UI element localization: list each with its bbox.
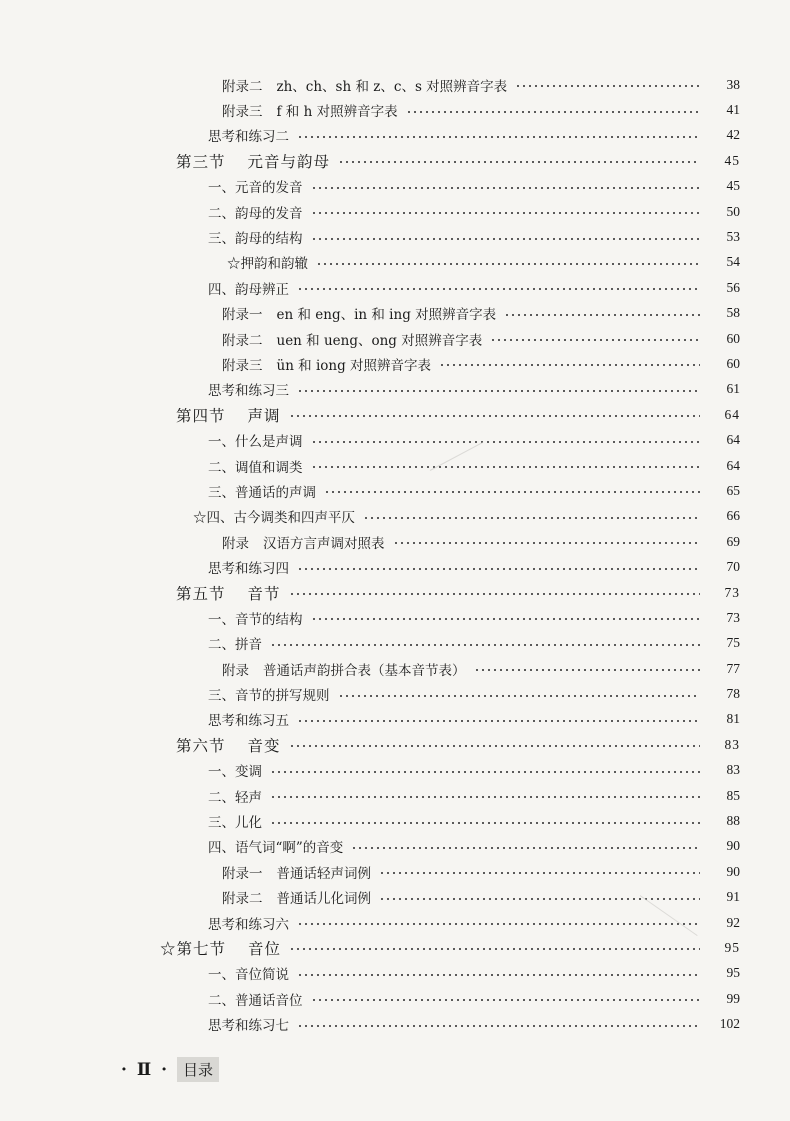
dot-leader <box>504 314 700 316</box>
toc-entry-title: ün 和 iong 对照辨音字表 <box>276 357 432 374</box>
appendix-number: 附录二 <box>222 78 263 95</box>
toc-page-number: 90 <box>726 838 740 854</box>
dot-leader <box>490 339 700 341</box>
toc-page-number: 92 <box>726 914 740 930</box>
toc-entry-title: 普通话轻声词例 <box>276 865 371 882</box>
toc-entry-title: 三、音节的拼写规则 <box>208 688 330 705</box>
toc-entry-title: 四、语气词“啊”的音变 <box>208 840 344 857</box>
toc-entry-label <box>208 379 289 399</box>
toc-page-number: 69 <box>726 533 740 549</box>
toc-entry-title: 普通话儿化词例 <box>276 891 371 908</box>
toc-page-number: 83 <box>726 762 740 778</box>
toc-entry-item[interactable] <box>0 199 790 224</box>
toc-page-number: 54 <box>726 254 740 270</box>
dot-leader <box>515 85 700 87</box>
dot-leader <box>297 136 700 138</box>
dot-leader <box>297 288 700 290</box>
toc-entry-title: 一、元音的发音 <box>208 180 303 197</box>
dot-leader <box>289 415 700 417</box>
dot-leader <box>311 618 701 620</box>
toc-entry-title: 音变 <box>247 736 281 755</box>
toc-entry-title: 二、拼音 <box>208 637 262 654</box>
section-number: 第六节 <box>176 736 226 755</box>
toc-entry-item[interactable] <box>0 605 790 630</box>
toc-entry-title: 音节 <box>247 584 281 603</box>
toc-page-number: 95 <box>726 965 740 981</box>
toc-entry-title: 一、音节的结构 <box>208 611 303 628</box>
toc-entry-item[interactable] <box>0 478 790 503</box>
toc-entry-label <box>222 659 466 679</box>
toc-page-number: 38 <box>726 76 740 92</box>
toc-entry-label <box>208 176 303 196</box>
toc-entry-title: 四、韵母辨正 <box>208 281 289 298</box>
dot-leader <box>311 466 701 468</box>
toc-entry-title: 思考和练习五 <box>208 713 289 730</box>
appendix-number: 附录三 <box>222 104 263 121</box>
toc-entry-label <box>208 227 303 247</box>
appendix-number: 附录一 <box>222 865 263 882</box>
toc-page-number: 75 <box>726 635 740 651</box>
dot-leader <box>311 187 701 189</box>
section-number: 第三节 <box>176 152 226 171</box>
dot-leader <box>297 974 700 976</box>
toc-page-number: 83 <box>724 736 740 752</box>
toc-entry-label <box>222 303 496 323</box>
dot-leader <box>379 898 700 900</box>
appendix-number: 附录二 <box>222 332 263 349</box>
toc-entry-label <box>222 75 507 95</box>
toc-entry-item[interactable] <box>0 224 790 249</box>
toc-entry-label <box>208 1014 289 1034</box>
dot-leader <box>270 644 700 646</box>
dot-leader <box>297 1025 700 1027</box>
toc-page-number: 65 <box>726 482 740 498</box>
toc-entry-label <box>208 811 262 831</box>
toc-entry-title: 音位 <box>248 939 282 958</box>
toc-entry-appendix[interactable] <box>0 529 790 554</box>
appendix-number: 附录二 <box>222 891 263 908</box>
toc-entry-title: ☆押韵和韵辙 <box>227 256 308 273</box>
toc-entry-item[interactable] <box>0 427 790 452</box>
toc-entry-title: 一、音位简说 <box>208 967 289 984</box>
toc-page-number: 61 <box>726 381 740 397</box>
toc-entry-label <box>193 506 355 526</box>
dot-leader <box>311 441 701 443</box>
toc-page-number: 77 <box>726 660 740 676</box>
dot-leader <box>270 796 700 798</box>
toc-entry-label <box>208 278 289 298</box>
toc-entry-appendix[interactable] <box>0 97 790 122</box>
toc-entry-label <box>222 532 385 552</box>
toc-page-number: 64 <box>726 432 740 448</box>
toc-page-number: 70 <box>726 559 740 575</box>
dot-leader <box>297 923 700 925</box>
toc-entry-label <box>227 252 308 272</box>
toc-entry-label <box>222 862 371 882</box>
toc-entry-title: 二、轻声 <box>208 789 262 806</box>
dot-leader <box>311 238 701 240</box>
toc-entry-appendix[interactable] <box>0 326 790 351</box>
page-number: · Ⅱ · <box>121 1059 170 1080</box>
toc-entry-appendix[interactable] <box>0 885 790 910</box>
toc-entry-item[interactable] <box>0 681 790 706</box>
toc-entry-section[interactable] <box>0 148 790 173</box>
dot-leader <box>297 568 700 570</box>
dot-leader <box>289 948 700 950</box>
toc-entry-item[interactable] <box>0 961 790 986</box>
dot-leader <box>311 212 701 214</box>
toc-entry-title: zh、ch、sh 和 z、c、s 对照辨音字表 <box>276 78 508 95</box>
toc-entry-item[interactable] <box>0 453 790 478</box>
toc-entry-exercise[interactable] <box>0 1011 790 1036</box>
toc-entry-label <box>176 582 281 604</box>
toc-entry-item[interactable] <box>0 631 790 656</box>
toc-entry-title: en 和 eng、in 和 ing 对照辨音字表 <box>276 307 497 324</box>
toc-page-number: 78 <box>726 686 740 702</box>
toc-entry-label <box>176 404 281 426</box>
toc-entry-title: 三、普通话的声调 <box>208 484 316 501</box>
toc-entry-label <box>208 963 289 983</box>
appendix-number: 附录三 <box>222 357 263 374</box>
toc-page-number: 102 <box>719 1016 740 1032</box>
toc-entry-appendix[interactable] <box>0 859 790 884</box>
toc-entry-item[interactable] <box>0 986 790 1011</box>
dot-leader <box>393 542 701 544</box>
toc-page-number: 91 <box>726 889 740 905</box>
toc-entry-label <box>176 734 281 756</box>
toc-entry-title: 三、儿化 <box>208 815 262 832</box>
toc-entry-item[interactable] <box>0 275 790 300</box>
toc-entry-title: 汉语方言声调对照表 <box>263 535 385 552</box>
toc-page-number: 45 <box>724 152 740 168</box>
section-number: 第四节 <box>176 406 226 425</box>
toc-entry-appendix[interactable] <box>0 656 790 681</box>
table-of-contents <box>0 72 790 1037</box>
toc-entry-title: 一、什么是声调 <box>208 434 303 451</box>
toc-entry-label <box>176 150 330 172</box>
toc-entry-label <box>208 709 289 729</box>
dot-leader <box>406 111 700 113</box>
toc-entry-title: 二、韵母的发音 <box>208 205 303 222</box>
toc-entry-label <box>208 456 303 476</box>
toc-entry-title: 一、变调 <box>208 764 262 781</box>
dot-leader <box>324 491 700 493</box>
toc-entry-label <box>208 430 303 450</box>
toc-page-number: 56 <box>726 279 740 295</box>
toc-entry-label <box>208 760 262 780</box>
dot-leader <box>363 517 700 519</box>
dot-leader <box>311 999 701 1001</box>
toc-entry-title: 思考和练习四 <box>208 561 289 578</box>
toc-entry-exercise[interactable] <box>0 554 790 579</box>
toc-page-number: 90 <box>726 863 740 879</box>
dot-leader <box>338 161 700 163</box>
toc-entry-label <box>208 633 262 653</box>
toc-entry-label <box>222 329 482 349</box>
toc-entry-title: 思考和练习六 <box>208 916 289 933</box>
toc-page-number: 95 <box>724 939 740 955</box>
dot-leader <box>297 720 700 722</box>
toc-page-number: 50 <box>726 203 740 219</box>
toc-entry-title: 元音与韵母 <box>247 152 331 171</box>
appendix-number: 附录一 <box>222 307 263 324</box>
toc-entry-exercise[interactable] <box>0 910 790 935</box>
dot-leader <box>351 847 700 849</box>
toc-entry-title: 二、调值和调类 <box>208 459 303 476</box>
toc-page-number: 64 <box>726 457 740 473</box>
toc-page-number: 66 <box>726 508 740 524</box>
toc-entry-item[interactable] <box>0 834 790 859</box>
toc-entry-title: 三、韵母的结构 <box>208 231 303 248</box>
toc-entry-item[interactable] <box>0 758 790 783</box>
page-footer <box>121 1057 219 1082</box>
toc-entry-item[interactable] <box>0 808 790 833</box>
toc-entry-label <box>222 100 398 120</box>
toc-entry-label <box>208 836 343 856</box>
dot-leader <box>338 695 701 697</box>
section-number: 第五节 <box>176 584 226 603</box>
appendix-number: 附录 <box>222 662 249 679</box>
toc-entry-appendix[interactable] <box>0 351 790 376</box>
toc-entry-title: f 和 h 对照辨音字表 <box>276 104 398 121</box>
toc-entry-title: 思考和练习七 <box>208 1018 289 1035</box>
toc-entry-item[interactable] <box>0 250 790 275</box>
toc-page-number: 41 <box>726 102 740 118</box>
dot-leader <box>316 263 700 265</box>
toc-page-number: 58 <box>726 305 740 321</box>
toc-page-number: 85 <box>726 787 740 803</box>
dot-leader <box>439 364 700 366</box>
toc-page-number: 53 <box>726 229 740 245</box>
toc-page-number: 88 <box>726 813 740 829</box>
toc-entry-label <box>208 481 316 501</box>
toc-entry-section[interactable] <box>0 580 790 605</box>
toc-entry-item[interactable] <box>0 783 790 808</box>
dot-leader <box>297 390 700 392</box>
toc-entry-section[interactable] <box>0 402 790 427</box>
toc-entry-label <box>208 684 330 704</box>
dot-leader <box>270 822 700 824</box>
dot-leader <box>379 872 700 874</box>
appendix-number: 附录 <box>222 535 249 552</box>
toc-page-number: 60 <box>726 355 740 371</box>
toc-entry-exercise[interactable] <box>0 377 790 402</box>
toc-page-number: 99 <box>726 990 740 1006</box>
toc-entry-label <box>208 786 262 806</box>
toc-entry-label <box>208 913 289 933</box>
toc-entry-title: uen 和 ueng、ong 对照辨音字表 <box>276 332 483 349</box>
toc-entry-appendix[interactable] <box>0 72 790 97</box>
toc-entry-label <box>222 354 431 374</box>
toc-page-number: 60 <box>726 330 740 346</box>
dot-leader <box>289 593 700 595</box>
section-number: ☆第七节 <box>160 939 227 958</box>
toc-entry-label <box>222 887 371 907</box>
toc-entry-label <box>160 937 281 959</box>
toc-entry-title: 声调 <box>247 406 281 425</box>
toc-entry-title: 普通话声韵拼合表（基本音节表） <box>263 662 466 679</box>
toc-page-number: 42 <box>726 127 740 143</box>
toc-entry-label <box>208 557 289 577</box>
toc-entry-section[interactable] <box>0 732 790 757</box>
toc-entry-label <box>208 202 303 222</box>
toc-page-number: 73 <box>726 609 740 625</box>
dot-leader <box>270 771 700 773</box>
toc-entry-title: 思考和练习三 <box>208 383 289 400</box>
toc-entry-section[interactable] <box>0 935 790 960</box>
toc-entry-appendix[interactable] <box>0 301 790 326</box>
toc-page-number: 64 <box>724 406 740 422</box>
toc-page-number: 45 <box>726 178 740 194</box>
toc-entry-label <box>208 608 303 628</box>
toc-entry-title: 思考和练习二 <box>208 129 289 146</box>
toc-page-number: 73 <box>724 584 740 600</box>
toc-entry-item[interactable] <box>0 174 790 199</box>
toc-page-number: 81 <box>726 711 740 727</box>
toc-entry-item[interactable] <box>0 504 790 529</box>
dot-leader <box>289 745 700 747</box>
toc-entry-exercise[interactable] <box>0 123 790 148</box>
toc-entry-title: 二、普通话音位 <box>208 992 303 1009</box>
toc-entry-exercise[interactable] <box>0 707 790 732</box>
dot-leader <box>474 669 701 671</box>
toc-entry-label <box>208 125 289 145</box>
toc-entry-label <box>208 989 303 1009</box>
toc-entry-title: ☆四、古今调类和四声平仄 <box>193 510 355 527</box>
section-label: 目录 <box>177 1057 219 1082</box>
